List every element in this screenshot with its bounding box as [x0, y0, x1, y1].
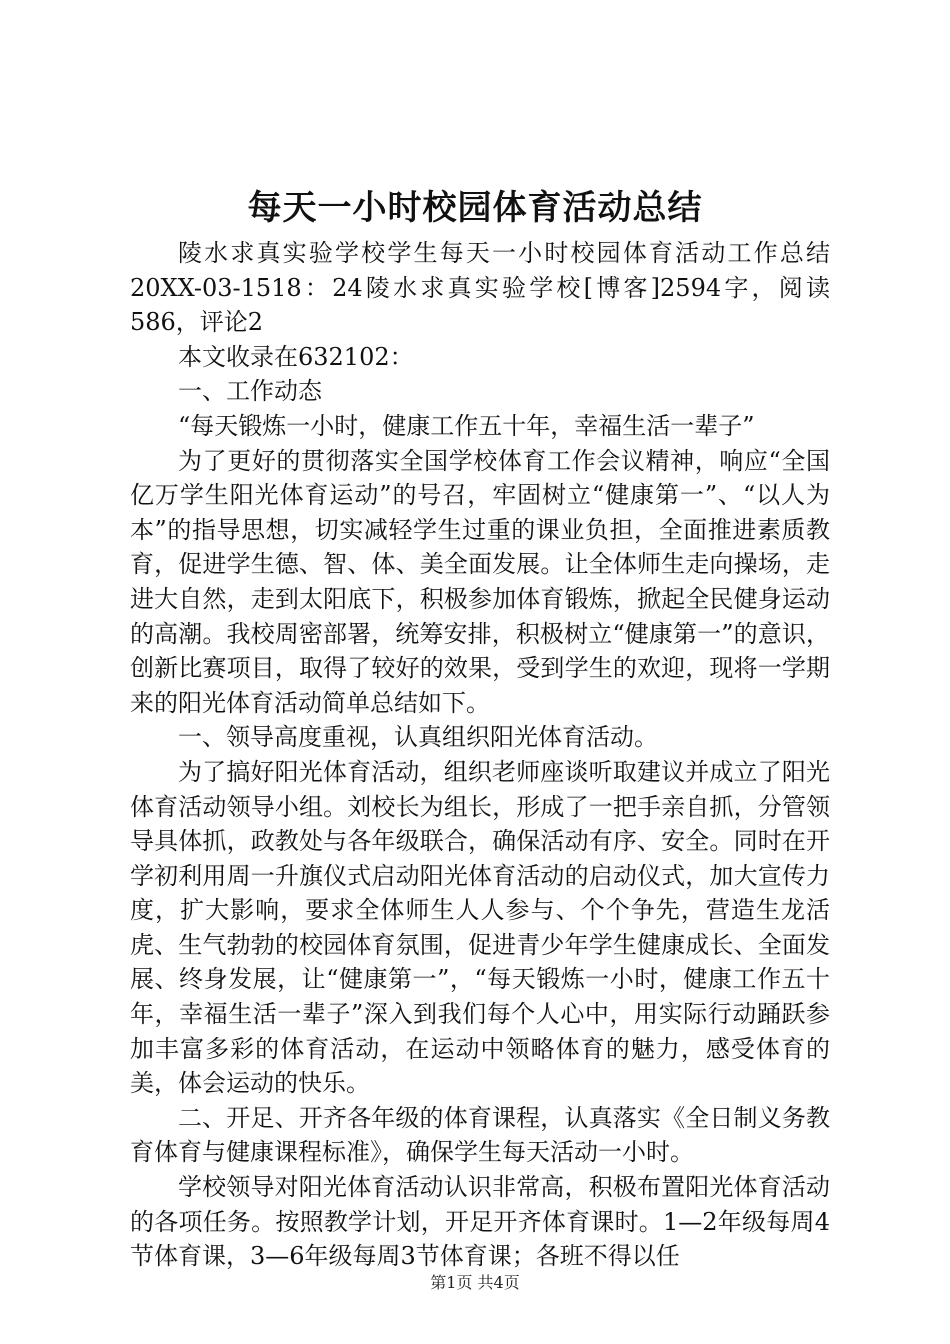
paragraph-leadership: 为了搞好阳光体育活动，组织老师座谈听取建议并成立了阳光体育活动领导小组。刘校长为组长，形成了一把手亲自抓，分管领导具体抓，政教处与各年级联合，确保活动有序、安全。同时在开学初利用周一升旗仪式启动阳光体育活动的启动仪式，加大宣传力度，扩大影响，要求全体师生人人参与、个个争先，营造生龙活虎、生气勃勃的校园体育氛围，促进青少年学生健康成长、全面发展、终身发展，让“健康第一”，“每天锻炼一小时，健康工作五十年，幸福生活一辈子”深入到我们每个人心中，用实际行动踊跃参加丰富多彩的体育活动，在运动中领略体育的魅力，感受体育的美，体会运动的快乐。	[130, 757, 830, 1098]
page-number: 第1页 共4页	[430, 1273, 520, 1292]
section-heading-work-dynamics: 一、工作动态	[178, 377, 322, 406]
paragraph-introduction: 为了更好的贯彻落实全国学校体育工作会议精神，响应“全国亿万学生阳光体育运动”的号召，牢固树立“健康第一”、“以人为本”的指导思想，切实减轻学生过重的课业负担，全面推进素质教育，促进学生德、智、体、美全面发展。让全体师生走向操场，走进大自然，走到太阳底下，积极参加体育锻炼，掀起全民健身运动的高潮。我校周密部署，统筹安排，积极树立“健康第一”的意识，创新比赛项目，取得了较好的效果，受到学生的欢迎，现将一学期来的阳光体育活动简单总结如下。	[130, 446, 830, 717]
paragraph-slogan: “每天锻炼一小时，健康工作五十年，幸福生活一辈子”	[178, 411, 755, 440]
document-body	[130, 236, 830, 1274]
paragraph-header-info: 陵水求真实验学校学生每天一小时校园体育活动工作总结20XX-03-1518：24陵水求真实验学校[博客]2594字，阅读586，评论2	[130, 239, 830, 337]
section-heading-leadership: 一、领导高度重视，认真组织阳光体育活动。	[178, 723, 658, 752]
section-heading-curriculum: 二、开足、开齐各年级的体育课程，认真落实《全日制义务教育体育与健康课程标准》，确保学生每天活动一小时。	[130, 1103, 830, 1167]
paragraph-curriculum: 学校领导对阳光体育活动认识非常高，积极布置阳光体育活动的各项任务。按照教学计划，开足开齐体育课时。1—2年级每周4节体育课，3—6年级每周3节体育课；各班不得以任	[130, 1173, 830, 1271]
paragraph-collection-note: 本文收录在632102：	[178, 342, 414, 371]
document-title: 每天一小时校园体育活动总结	[247, 188, 703, 228]
